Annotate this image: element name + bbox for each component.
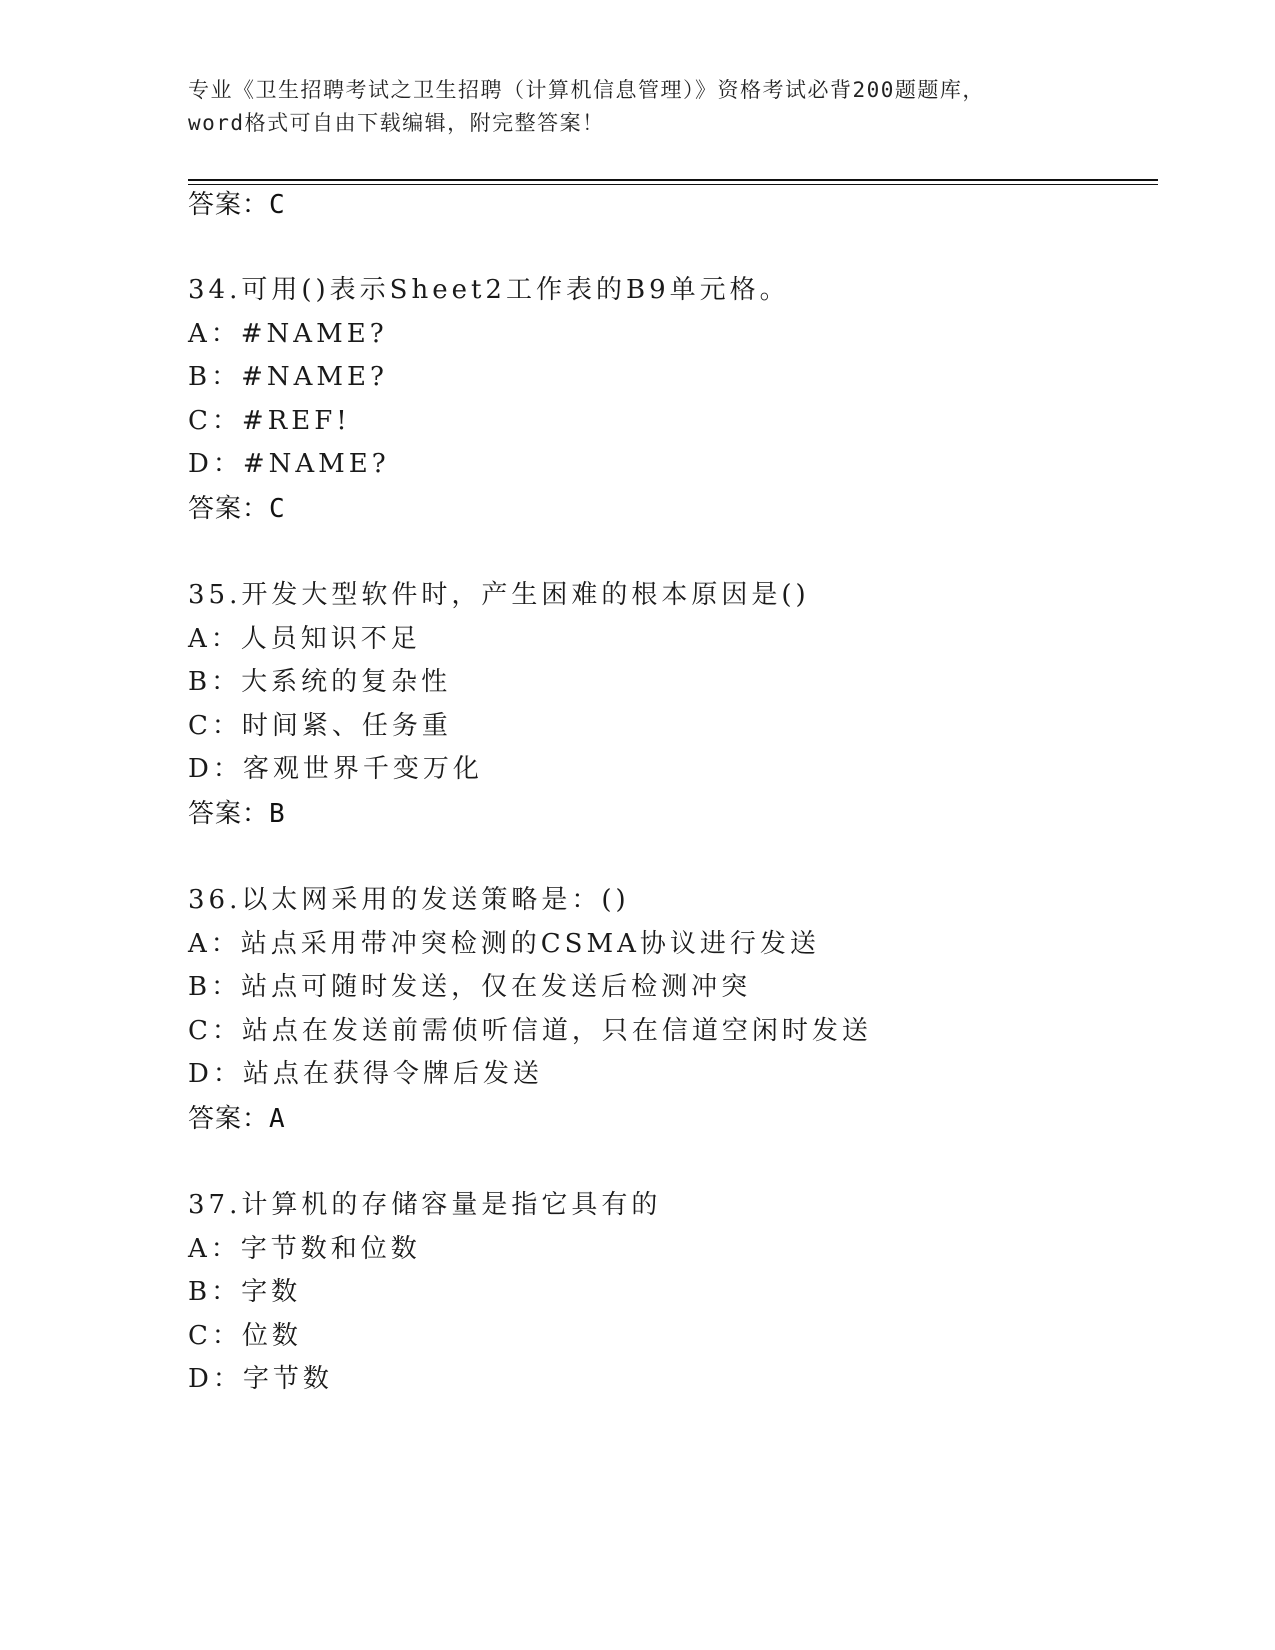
question-35-option-a: A：人员知识不足 [188,624,421,654]
question-34-option-c: C：#REF! [188,406,351,436]
question-36-option-c: C：站点在发送前需侦听信道，只在信道空闲时发送 [188,1016,872,1046]
question-35-option-c: C：时间紧、任务重 [188,711,452,741]
header-divider-thin [188,184,1158,185]
question-36-answer: 答案：A [188,1104,286,1134]
question-34-option-d: D：#NAME? [188,449,390,479]
question-35-answer: 答案：B [188,799,286,829]
header-line-1: 专业《卫生招聘考试之卫生招聘（计算机信息管理）》资格考试必背200题题库， [188,78,985,102]
question-37-option-d: D：字节数 [188,1364,333,1394]
question-36-stem: 36.以太网采用的发送策略是：() [188,885,630,915]
question-34-stem: 34.可用()表示Sheet2工作表的B9单元格。 [188,275,790,305]
previous-answer: 答案：C [188,190,286,220]
question-37-option-c: C：位数 [188,1321,302,1351]
question-36-option-a: A：站点采用带冲突检测的CSMA协议进行发送 [188,929,820,959]
question-37-option-a: A：字节数和位数 [188,1234,421,1264]
question-36-option-b: B：站点可随时发送，仅在发送后检测冲突 [188,972,752,1002]
header-divider [188,179,1158,181]
header-line-2: word格式可自由下载编辑，附完整答案！ [188,111,605,135]
question-34-option-b: B：#NAME? [188,362,388,392]
question-35-option-b: B：大系统的复杂性 [188,667,452,697]
question-37-option-b: B：字数 [188,1277,302,1307]
question-34-option-a: A：#NAME? [188,319,388,349]
question-35-stem: 35.开发大型软件时，产生困难的根本原因是() [188,580,810,610]
question-35-option-d: D：客观世界千变万化 [188,754,483,784]
question-37-stem: 37.计算机的存储容量是指它具有的 [188,1190,662,1220]
question-34-answer: 答案：C [188,494,286,524]
question-36-option-d: D：站点在获得令牌后发送 [188,1059,543,1089]
document-header [188,74,1108,140]
